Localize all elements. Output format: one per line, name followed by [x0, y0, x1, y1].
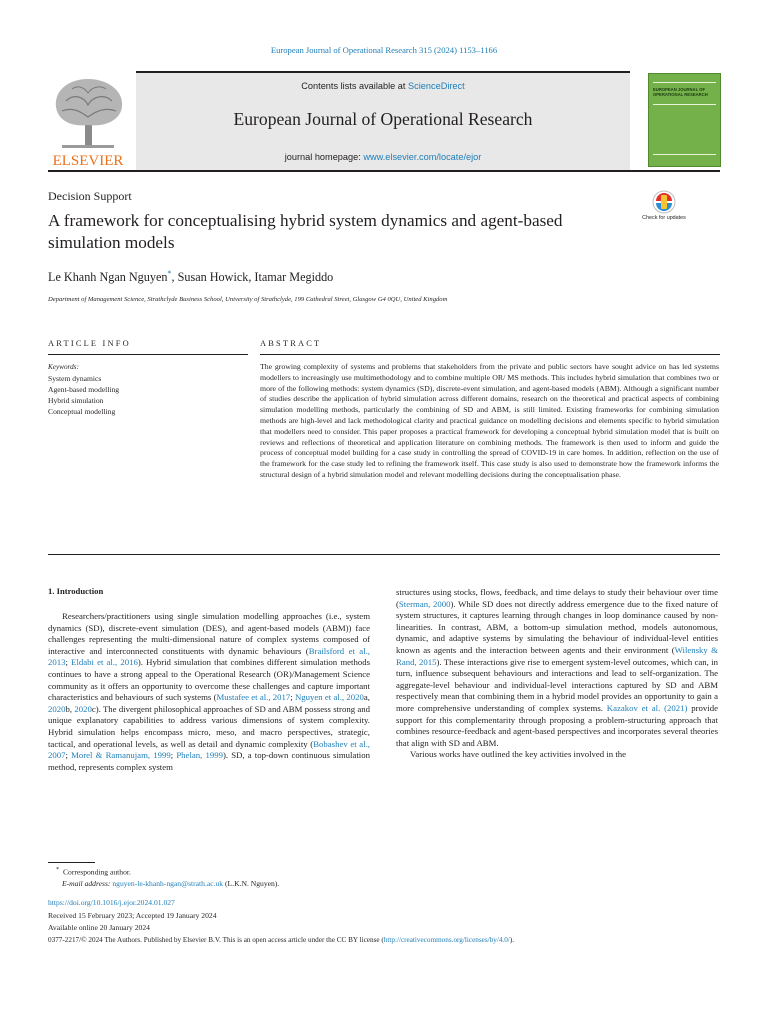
citation-link[interactable]: Phelan, 1999 [176, 750, 223, 761]
elsevier-tree-icon [48, 71, 128, 170]
keyword-item: Agent-based modelling [48, 385, 120, 394]
check-for-updates-badge[interactable] [640, 190, 688, 236]
article-info-heading: ARTICLE INFO [48, 339, 131, 348]
doi-link[interactable]: https://doi.org/10.1016/j.ejor.2024.01.027 [48, 898, 175, 907]
license-prefix: 0377-2217/© 2024 The Authors. Published by Elsevier B.V. This is an open access article under the CC BY license ( [48, 936, 384, 944]
license-suffix: ). [509, 936, 515, 944]
journal-homepage-link[interactable]: www.elsevier.com/locate/ejor [363, 152, 482, 162]
body-paragraph: Researchers/practitioners using single simulation modelling approaches (i.e., system dynamics (SD), discrete-event simulation (DES), and agent-based models (ABM)) face challenges representing the multi-dimensional nature of complex systems composed of interactive and interconnected constituents with dynamic behaviours (Brailsford et al., 2013; Eldabi et al., 2016). Hybrid simulation that combines different simulation methods continues to have a strong appeal to the Operational Research (OR)/Management Science community as it offers an opportunity to overcome these challenges and capture important characteristics and behaviours of such systems (Mustafee et al., 2017; Nguyen et al., 2020a, 2020b, 2020c). The divergent philosophical approaches of SD and ABM possess strong and unique explanatory capabilities to address various dimensions of system complexity. Hybrid simulation helps encompass micro, meso, and macro perspectives, strategic, tactical, and operational levels, as well as detail and dynamic complexity (Bobashev et al., 2007; Morel & Ramanujam, 1999; Phelan, 1999). SD, a top-down continuous simulation method, represents complex system [48, 611, 371, 772]
received-line: Received 15 February 2023; Accepted 19 January 2024 [48, 911, 217, 920]
masthead-band [136, 71, 630, 170]
keywords-label: Keywords: [48, 363, 79, 371]
abstract-rule [260, 354, 720, 355]
footnote-text: Corresponding author. [62, 867, 131, 877]
author-rest[interactable]: , Susan Howick, Itamar Megiddo [171, 270, 334, 285]
crossmark-label: Check for updates [642, 215, 686, 221]
citation-link[interactable]: Nguyen et al., 2020 [294, 692, 364, 703]
email-footnote [62, 879, 279, 888]
citation-link[interactable]: Morel & Ramanujam, 1999 [71, 750, 171, 761]
journal-masthead [48, 71, 720, 170]
section-heading-introduction: 1. Introduction [48, 586, 104, 596]
running-head-link[interactable]: European Journal of Operational Research 315 (2024) 1153–1166 [270, 45, 498, 55]
cover-title: EUROPEAN JOURNAL OF OPERATIONAL RESEARCH [653, 87, 708, 97]
citation-link[interactable]: Sterman, 2000 [398, 598, 451, 609]
corresponding-author-marker[interactable]: * [167, 269, 172, 278]
keyword-item: System dynamics [48, 374, 102, 383]
abstract-bottom-rule [48, 554, 720, 555]
footnote-marker: * [56, 866, 60, 873]
author-list [48, 269, 333, 285]
journal-cover-thumbnail[interactable] [648, 73, 721, 167]
citation-link[interactable]: Eldabi et al., 2016 [71, 657, 138, 668]
keyword-item: Hybrid simulation [48, 396, 104, 405]
citation-link[interactable]: Brailsford et al., 2013 [48, 645, 370, 668]
abstract-heading: ABSTRACT [260, 339, 322, 348]
sciencedirect-link[interactable]: ScienceDirect [408, 81, 465, 91]
masthead-rule [48, 170, 720, 172]
homepage-prefix: journal homepage: [284, 152, 364, 162]
available-online-line: Available online 20 January 2024 [48, 923, 150, 932]
author-first[interactable]: Le Khanh Ngan Nguyen [48, 270, 168, 285]
corresponding-footnote [56, 866, 131, 877]
body-paragraph: Various works have outlined the key activities involved in the [410, 749, 627, 760]
footnote-rule [48, 862, 95, 863]
affiliation: Department of Management Science, Strathclyde Business School, University of Strathclyde, 199 Cathedral Street, Glasgow G4 0QU, United Kingdom [48, 296, 448, 303]
body-column-right [396, 587, 718, 761]
citation-link[interactable]: Kazakov et al. (2021) [606, 702, 688, 713]
citation-link[interactable]: Mustafee et al., 2017 [216, 692, 291, 703]
citation-link[interactable]: Wilensky & Rand, 2015 [396, 644, 718, 667]
homepage-line [136, 152, 630, 162]
body-column-left [48, 611, 370, 773]
article-info-rule [48, 354, 248, 355]
journal-title[interactable]: European Journal of Operational Research [233, 109, 533, 129]
contents-prefix: Contents lists available at [301, 81, 409, 91]
license-line [48, 936, 514, 944]
body-paragraph: structures using stocks, flows, feedback, and time delays to study their behaviour over time (Sterman, 2000). While SD does not directly address emergence due to the fixed nature of system structures, it captures learning through changes in loop dominance caused by non-linearities. In contrast, ABM, a bottom-up simulation method, models autonomous, dynamic, and adaptive systems by simulating the behaviour of individual-level entities known as agents and the interaction between agents and their environment (Wilensky & Rand, 2015). These interactions give rise to emergent system-level outcomes, which can, in turn, influence subsequent behaviours and interactions and lead to self-organization. The aggregate-level behaviour and individual-level interactions captured by SD and ABM respectively mean that combining them in a hybrid model provides an opportunity to gain a more comprehensive understanding of complex systems. Kazakov et al. (2021) provide support for this complementarity through proposing a problem-structuring approach that combines resource-feedback and agent-based perspectives and incorporates several theories that align with SD and ABM. [396, 587, 718, 748]
license-link[interactable]: http://creativecommons.org/licenses/by/4.0/ [383, 936, 510, 944]
email-suffix: (L.K.N. Nguyen). [223, 879, 280, 888]
email-label: E-mail address: [62, 879, 111, 888]
crossmark-icon [640, 190, 688, 216]
contents-line [136, 81, 630, 91]
doi-line[interactable] [48, 898, 175, 907]
article-title: A framework for conceptualising hybrid system dynamics and agent-based simulation models [48, 211, 563, 252]
citation-link[interactable]: 2020 [74, 703, 92, 714]
keyword-item: Conceptual modelling [48, 407, 116, 416]
citation-link[interactable]: 2020 [48, 703, 66, 714]
svg-text:ELSEVIER: ELSEVIER [52, 153, 124, 169]
section-label: Decision Support [48, 189, 132, 203]
abstract-body: The growing complexity of systems and problems that stakeholders from the private and public sectors have sought advice on has led systems modellers to increasingly use multimethodology and to combine multiple OR/ MS methods. This includes hybrid simulation that combines two or more of the following methods: system dynamics (SD), discrete-event simulation, and agent-based models (ABM). Although a significant number of studies describe the application of hybrid simulation across different domains, research on the theoretical and practical aspects of combining simulation modelling methods, particularly the combining of SD and ABM, is still limited. Existing frameworks for combining simulation methods are high-level and lack methodological clarity and practical guidance on modelling decisions and elements specific to hybrid simulation that modellers need to consider. This paper proposes a practical framework for developing a conceptual hybrid simulation model that is built on reviews and reflections of theoretical and application literature on combining methods. The framework is then used to inform and guide the process of conceptual model building for a case study in controlling the spread of COVID-19 in care homes. In addition, reflection on the use of the framework for the case study led to refining the framework itself. This case study is also used to demonstrate how the framework informs the structural design of a hybrid simulation model and relevant modelling decisions during the conceptualisation phase. [260, 362, 719, 479]
author-email-link[interactable]: nguyen-le-khanh-ngan@strath.ac.uk [112, 879, 224, 888]
citation-link[interactable]: Bobashev et al., 2007 [48, 738, 370, 761]
running-head[interactable] [0, 45, 768, 55]
elsevier-logo[interactable] [48, 71, 128, 170]
